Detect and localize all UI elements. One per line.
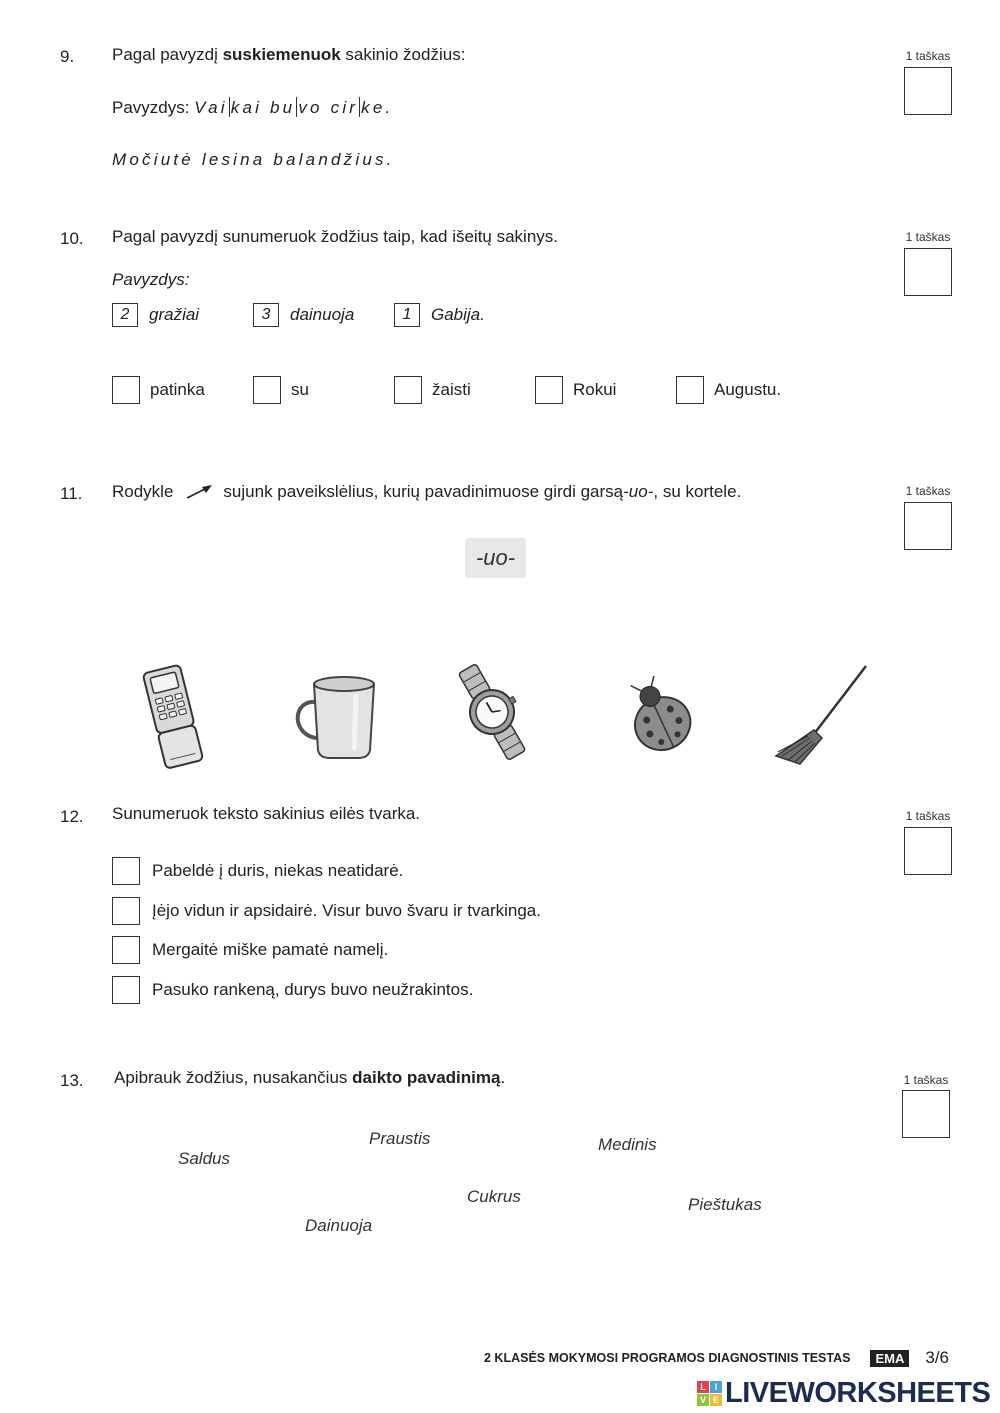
points-box[interactable] <box>902 1090 950 1138</box>
number-input-box[interactable] <box>253 376 281 404</box>
question-number: 13. <box>60 1071 84 1090</box>
page-number: 3/6 <box>925 1348 949 1367</box>
text-bold: suskiemenuok <box>222 45 341 64</box>
word-label: Augustu. <box>714 380 782 399</box>
example-item <box>253 303 354 327</box>
question-number: 9. <box>60 47 75 66</box>
word-item <box>676 376 781 404</box>
sentence-item <box>112 857 403 885</box>
points-label: 1 taškas <box>905 49 951 63</box>
points-box[interactable] <box>904 502 952 550</box>
word-label: su <box>291 380 309 399</box>
footer-title: 2 KLASĖS MOKYMOSI PROGRAMOS DIAGNOSTINIS TESTAS <box>484 1351 851 1365</box>
sound-card[interactable]: -uo- <box>465 538 526 578</box>
number-input-box[interactable] <box>112 976 140 1004</box>
task-sentence[interactable]: Močiutė lesina balandžius. <box>112 150 395 169</box>
word-item <box>535 376 616 404</box>
sentence-item <box>112 976 473 1004</box>
text-part: Pagal pavyzdį <box>112 45 223 64</box>
number-input-box[interactable] <box>112 936 140 964</box>
text-part: . <box>500 1068 506 1087</box>
number-input-box[interactable] <box>112 897 140 925</box>
word-option[interactable]: Cukrus <box>467 1187 521 1206</box>
question-text <box>112 45 465 65</box>
logo-tile: I <box>710 1381 722 1393</box>
example-number-box: 2 <box>112 303 138 327</box>
question-number: 10. <box>60 229 84 248</box>
points-label: 1 taškas <box>903 1073 949 1087</box>
word-option[interactable]: Dainuoja <box>305 1216 373 1235</box>
watch-icon[interactable] <box>450 662 534 762</box>
word-option[interactable]: Saldus <box>178 1149 230 1168</box>
example-word: Gabija. <box>431 305 485 324</box>
syllable: ke. <box>361 98 394 117</box>
word-label: patinka <box>150 380 205 399</box>
number-input-box[interactable] <box>676 376 704 404</box>
points-label: 1 taškas <box>905 484 951 498</box>
points-label: 1 taškas <box>905 230 951 244</box>
brand-logo <box>697 1377 990 1410</box>
word-label: Rokui <box>573 380 617 399</box>
question-text: Sunumeruok teksto sakinius eilės tvarka. <box>112 804 421 823</box>
sentence-label: Mergaitė miške pamatė namelį. <box>152 940 389 959</box>
cup-icon[interactable] <box>290 672 382 762</box>
question-number: 12. <box>60 807 84 826</box>
sentence-label: Pabeldė į duris, niekas neatidarė. <box>152 861 404 880</box>
arrow-icon <box>183 482 217 502</box>
syllable-divider <box>229 97 230 117</box>
number-input-box[interactable] <box>112 376 140 404</box>
syllable: vo cir <box>298 98 359 117</box>
example-item <box>112 303 199 327</box>
example-word: gražiai <box>149 305 200 324</box>
text-part: , su kortele. <box>653 482 742 501</box>
example-label: Pavyzdys: <box>112 270 190 289</box>
example-label: Pavyzdys: <box>112 98 190 117</box>
syllable: kai bu <box>230 98 296 117</box>
logo-tile: E <box>710 1394 722 1406</box>
question-number: 11. <box>60 484 83 503</box>
word-item <box>112 376 205 404</box>
question-text <box>114 1068 505 1088</box>
number-input-box[interactable] <box>394 376 422 404</box>
question-text <box>112 482 741 502</box>
text-part: Rodykle <box>112 482 174 501</box>
sentence-item <box>112 936 388 964</box>
logo-tile: L <box>697 1381 709 1393</box>
word-option[interactable]: Medinis <box>598 1135 657 1154</box>
text-sound: -uo- <box>623 482 654 501</box>
logo-tiles <box>697 1381 722 1406</box>
points-label: 1 taškas <box>905 809 951 823</box>
question-text: Pagal pavyzdį sunumeruok žodžius taip, kad išeitų sakinys. <box>112 227 559 246</box>
points-box[interactable] <box>904 248 952 296</box>
ladybug-icon[interactable] <box>618 676 704 756</box>
page-footer <box>484 1348 949 1368</box>
example-number-box: 3 <box>253 303 279 327</box>
word-label: žaisti <box>432 380 471 399</box>
footer-badge: EMA <box>870 1350 909 1367</box>
number-input-box[interactable] <box>535 376 563 404</box>
text-bold: daikto pavadinimą <box>352 1068 501 1087</box>
word-option[interactable]: Pieštukas <box>688 1195 762 1214</box>
word-item <box>394 376 471 404</box>
example-item <box>394 303 485 327</box>
example-sentence <box>194 98 393 117</box>
logo-tile: V <box>697 1394 709 1406</box>
example-number-box: 1 <box>394 303 420 327</box>
word-option[interactable]: Praustis <box>369 1129 431 1148</box>
example-word: dainuoja <box>290 305 355 324</box>
example-row <box>112 97 393 118</box>
sentence-item <box>112 897 541 925</box>
text-part: sakinio žodžius: <box>340 45 466 64</box>
points-box[interactable] <box>904 827 952 875</box>
phone-icon[interactable] <box>138 660 222 772</box>
number-input-box[interactable] <box>112 857 140 885</box>
points-box[interactable] <box>904 67 952 115</box>
sentence-label: Įėjo vidun ir apsidairė. Visur buvo švaru ir tvarkinga. <box>152 901 541 920</box>
text-part: sujunk paveikslėlius, kurių pavadinimuose girdi garsą <box>223 482 624 501</box>
broom-icon[interactable] <box>770 664 870 766</box>
brand-name: LIVEWORKSHEETS <box>725 1377 991 1409</box>
sentence-label: Pasuko rankeną, durys buvo neužrakintos. <box>152 980 474 999</box>
text-part: Apibrauk žodžius, nusakančius <box>114 1068 353 1087</box>
syllable: Vai <box>194 98 228 117</box>
word-item <box>253 376 309 404</box>
